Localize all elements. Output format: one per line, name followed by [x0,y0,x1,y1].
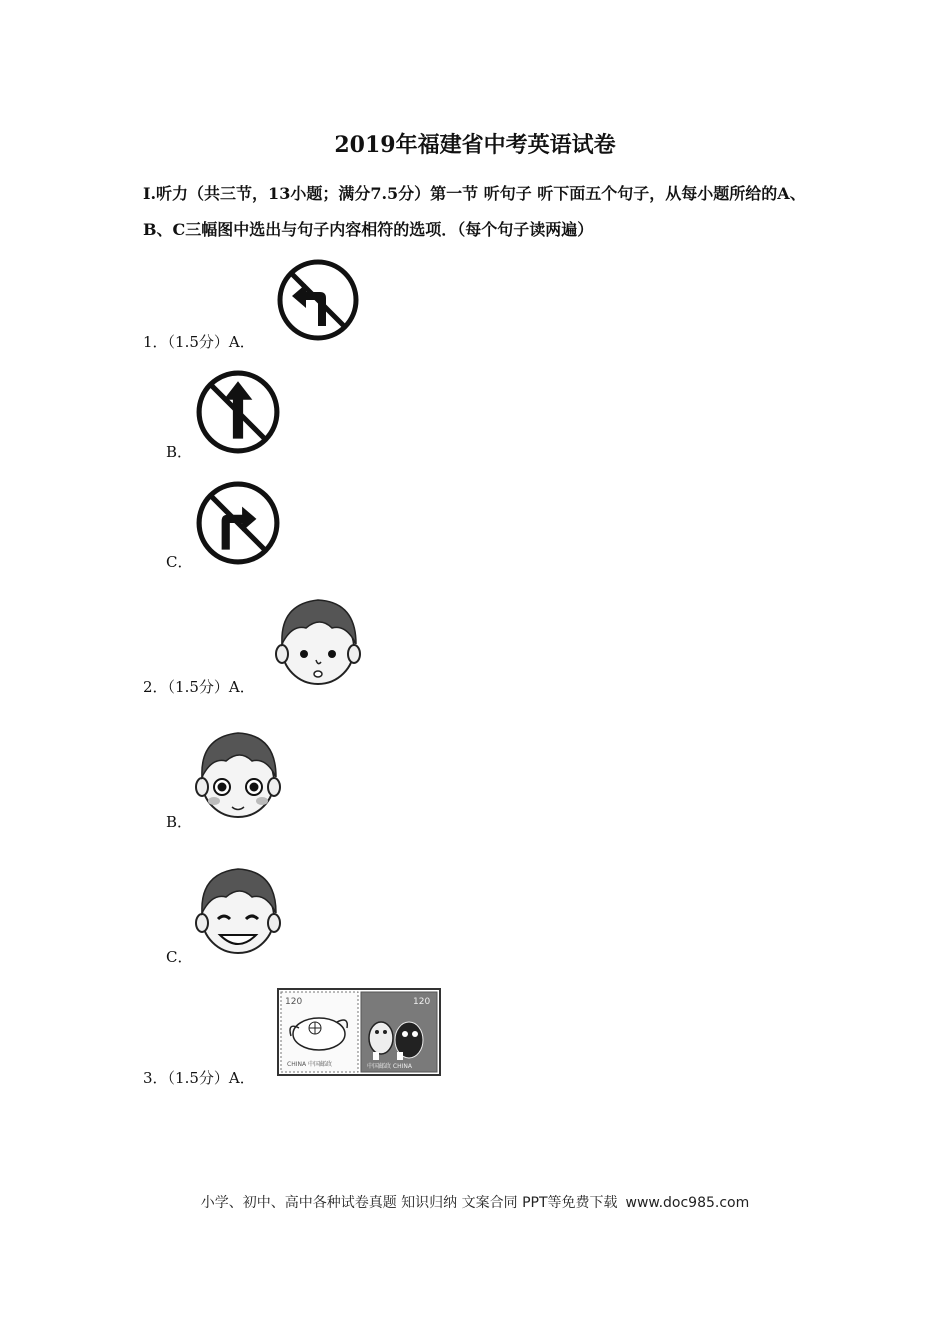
page-title: 2019年福建省中考英语试卷 [334,132,616,158]
pig-zodiac-stamps-image [277,988,441,1076]
option-2b-label: B． [166,813,193,831]
no-right-turn-sign-icon [195,480,281,566]
option-1c-label: C． [166,553,193,571]
wide-eyed-boy-face-icon [192,726,284,822]
no-straight-sign-icon [195,369,281,455]
page-footer [0,1192,950,1212]
footer-url[interactable]: www.doc985.com [625,1195,750,1211]
smiling-boy-face-icon [192,862,284,958]
stamp-left-text: CHINA 中国邮政 [287,1061,332,1068]
option-2c-label: C． [166,948,193,966]
surprised-boy-face-icon [272,594,364,688]
stamp-right-text: 中国邮政 CHINA [367,1063,412,1070]
stamp-right-value: 120 [413,997,431,1007]
question-3-label: 3．（1.5分）A． [143,1069,255,1087]
question-2-label: 2．（1.5分）A． [143,678,255,696]
option-1b-label: B． [166,443,193,461]
footer-text: 小学、初中、高中各种试卷真题 知识归纳 文案合同 PPT等免费下载 [200,1195,618,1211]
no-left-turn-sign-icon [276,258,360,342]
question-1-label: 1．（1.5分）A． [143,333,255,351]
stamp-left-value: 120 [285,997,303,1007]
section-heading: Ⅰ.听力（共三节，13小题；满分7.5分）第一节 听句子 听下面五个句子，从每小题所给的A、B、C三幅图中选出与句子内容相符的选项．（每个句子读两遍） [143,184,806,239]
